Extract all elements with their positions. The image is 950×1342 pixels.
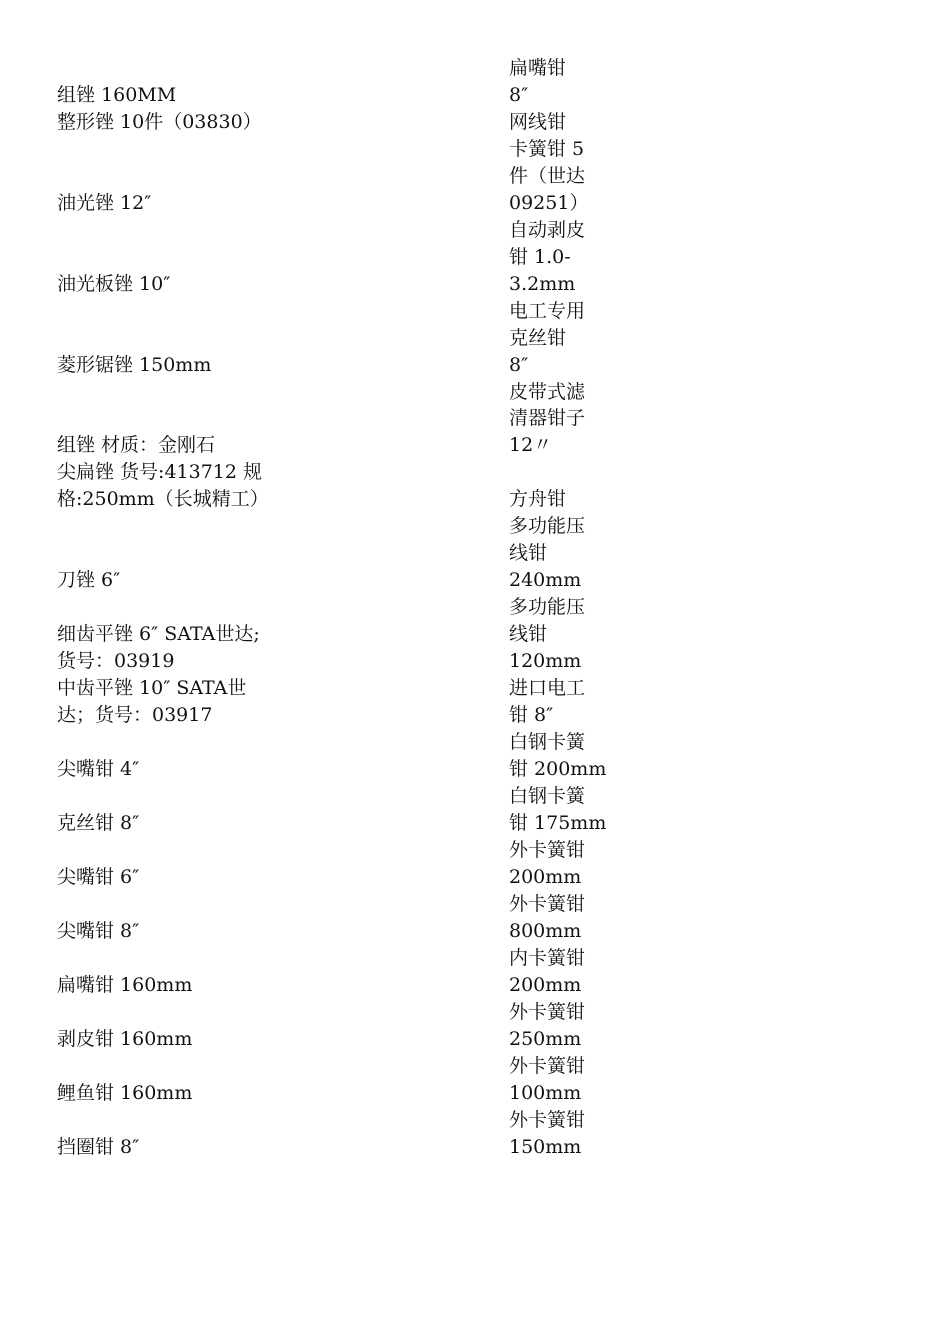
- right-item-line: 克丝钳: [509, 327, 567, 349]
- right-item-line: 线钳: [509, 542, 548, 564]
- right-item-line: 8″: [509, 354, 529, 376]
- right-item-line: 钳 8″: [509, 704, 554, 726]
- left-item-line: 尖扁锉 货号:413712 规: [57, 461, 263, 483]
- right-item-line: 方舟钳: [509, 488, 567, 510]
- right-item-line: 网线钳: [509, 111, 567, 133]
- left-item-line: 中齿平锉 10″ SATA世: [57, 677, 247, 699]
- right-item-line: 扁嘴钳: [509, 57, 567, 79]
- left-item-line: 挡圈钳 8″: [57, 1136, 140, 1158]
- right-item-line: 100mm: [509, 1082, 582, 1104]
- right-item-line: 09251）: [509, 192, 589, 214]
- right-item-line: 250mm: [509, 1028, 582, 1050]
- left-item-line: 组锉 160MM: [57, 84, 177, 106]
- right-item-line: 200mm: [509, 974, 582, 996]
- left-item-line: 细齿平锉 6″ SATA世达;: [57, 623, 260, 645]
- right-item-line: 钳 1.0-: [509, 246, 571, 268]
- left-item-line: 克丝钳 8″: [57, 812, 140, 834]
- left-item-line: 尖嘴钳 8″: [57, 920, 140, 942]
- right-item-line: 150mm: [509, 1136, 582, 1158]
- left-item-line: 菱形锯锉 150mm: [57, 354, 212, 376]
- left-item-line: 尖嘴钳 6″: [57, 866, 140, 888]
- left-item-line: 油光板锉 10″: [57, 273, 171, 295]
- right-item-line: 卡簧钳 5: [509, 138, 585, 160]
- left-item-line: 剥皮钳 160mm: [57, 1028, 193, 1050]
- left-item-line: 格:250mm（长城精工）: [57, 488, 269, 510]
- left-item-line: 货号：03919: [57, 650, 175, 672]
- right-item-line: 外卡簧钳: [509, 1109, 586, 1131]
- right-item-line: 外卡簧钳: [509, 893, 586, 915]
- right-item-line: 钳 200mm: [509, 758, 607, 780]
- right-item-line: 外卡簧钳: [509, 1001, 586, 1023]
- right-item-line: 多功能压: [509, 596, 586, 618]
- right-item-line: 内卡簧钳: [509, 947, 586, 969]
- right-item-line: 线钳: [509, 623, 548, 645]
- right-item-line: 皮带式滤: [509, 381, 586, 403]
- right-item-line: 120mm: [509, 650, 582, 672]
- left-item-line: 扁嘴钳 160mm: [57, 974, 193, 996]
- right-item-line: 12〃: [509, 434, 553, 456]
- right-item-line: 白钢卡簧: [509, 731, 586, 753]
- right-item-line: 外卡簧钳: [509, 839, 586, 861]
- right-item-line: 自动剥皮: [509, 219, 586, 241]
- right-item-line: 件（世达: [509, 165, 586, 187]
- left-item-line: 尖嘴钳 4″: [57, 758, 140, 780]
- left-item-line: 油光锉 12″: [57, 192, 152, 214]
- right-item-line: 电工专用: [509, 300, 586, 322]
- right-item-line: 清器钳子: [509, 407, 586, 429]
- right-item-line: 200mm: [509, 866, 582, 888]
- right-item-line: 钳 175mm: [509, 812, 607, 834]
- right-item-line: 800mm: [509, 920, 582, 942]
- right-item-line: 进口电工: [509, 677, 586, 699]
- left-item-line: 刀锉 6″: [57, 569, 121, 591]
- right-item-line: 3.2mm: [509, 273, 576, 295]
- right-item-line: 白钢卡簧: [509, 785, 586, 807]
- right-item-line: 240mm: [509, 569, 582, 591]
- left-item-line: 整形锉 10件（03830）: [57, 111, 262, 133]
- right-item-line: 外卡簧钳: [509, 1055, 586, 1077]
- left-item-line: 达；货号：03917: [57, 704, 213, 726]
- left-item-line: 鲤鱼钳 160mm: [57, 1082, 193, 1104]
- left-item-line: 组锉 材质：金刚石: [57, 434, 216, 456]
- right-item-line: 8″: [509, 84, 529, 106]
- right-item-line: 多功能压: [509, 515, 586, 537]
